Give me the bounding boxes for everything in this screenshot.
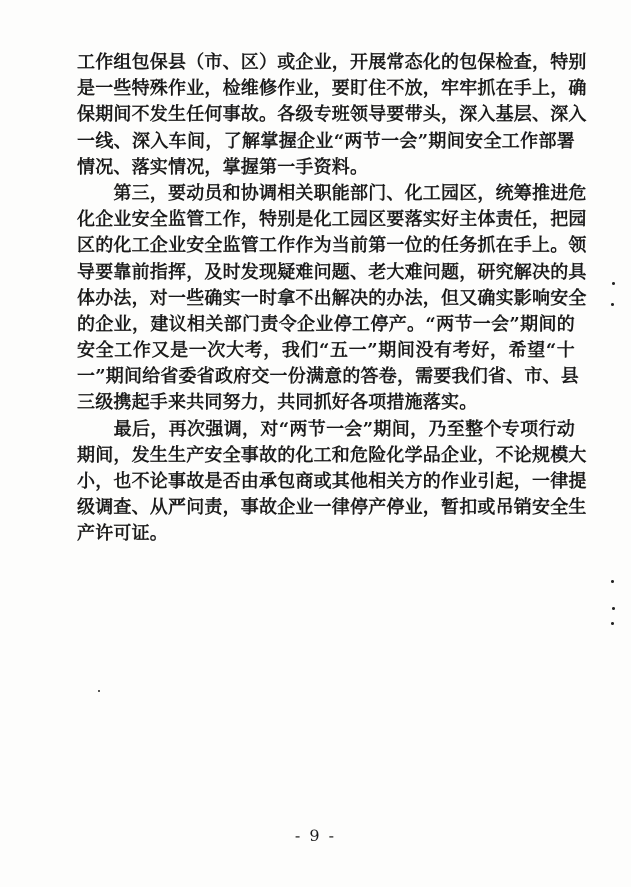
text-line: 工作组包保县（市、区）或企业，开展常态化的包保检查，特别 <box>77 52 587 73</box>
text-line: 级调查、从严问责，事故企业一律停产停业，暂扣或吊销安全生 <box>77 497 587 519</box>
scan-speck <box>611 622 614 625</box>
scan-speck <box>612 607 615 610</box>
text-line: 第三，要动员和协调相关职能部门、化工园区，统筹推进危 <box>77 182 587 204</box>
text-line: 三级携起手来共同努力，共同抓好各项措施落实。 <box>77 392 478 414</box>
page-number: - 9 - <box>294 826 337 845</box>
text-line: 一”期间给省委省政府交一份满意的答卷，需要我们省、市、县 <box>77 366 579 388</box>
scan-speck <box>611 303 614 306</box>
scan-speck <box>98 690 100 692</box>
text-line: 期间，发生生产安全事故的化工和危险化学品企业，不论规模大 <box>77 444 587 466</box>
text-line: 是一些特殊作业，检维修作业，要盯住不放，牢牢抓在手上，确 <box>77 78 587 100</box>
scan-speck <box>611 580 614 583</box>
body-text <box>77 50 587 548</box>
text-line: 情况、落实情况，掌握第一手资料。 <box>77 156 369 178</box>
scan-speck <box>612 282 615 285</box>
text-line: 体办法，对一些确实一时拿不出解决的办法，但又确实影响安全 <box>77 287 587 309</box>
text-line: 区的化工企业安全监管工作作为当前第一位的任务抓在手上。领 <box>77 235 587 257</box>
text-line: 最后，再次强调，对“两节一会”期间，乃至整个专项行动 <box>77 418 575 440</box>
text-line: 化企业安全监管工作，特别是化工园区要落实好主体责任，把园 <box>77 209 587 231</box>
text-line: 保期间不发生任何事故。各级专班领导要带头，深入基层、深入 <box>77 104 587 126</box>
text-line: 安全工作又是一次大考，我们“五一”期间没有考好，希望“十 <box>77 340 575 362</box>
text-line: 导要靠前指挥，及时发现疑难问题、老大难问题，研究解决的具 <box>77 261 587 283</box>
text-line: 小，也不论事故是否由承包商或其他相关方的作业引起，一律提 <box>77 471 587 492</box>
text-line: 一线、深入车间，了解掌握企业“两节一会”期间安全工作部署 <box>77 130 575 152</box>
text-line: 产许可证。 <box>77 523 168 545</box>
text-line: 的企业，建议相关部门责令企业停工停产。“两节一会”期间的 <box>77 313 575 335</box>
